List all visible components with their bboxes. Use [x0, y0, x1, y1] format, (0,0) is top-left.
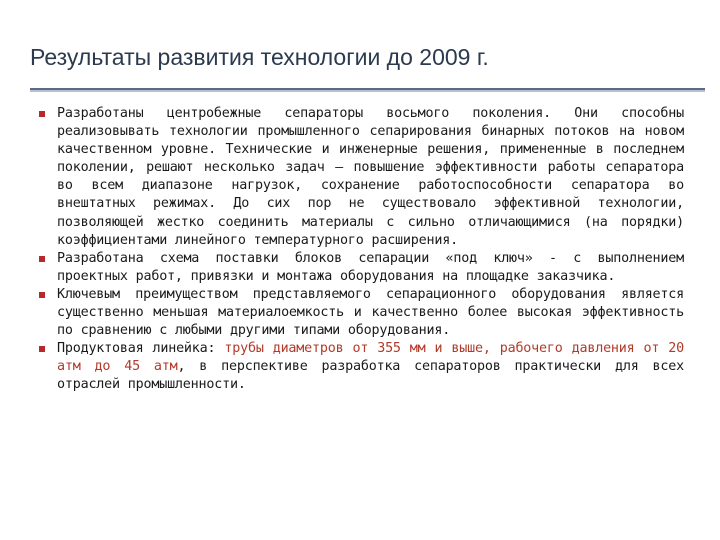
bullet-text: Ключевым преимуществом представляемого сепарационного оборудования является существенно меньшая материалоемкость и качественно более высокая эффективность по сравнению с любыми другими типами оборудования.: [57, 286, 684, 339]
bullet-square-icon: [39, 256, 45, 262]
slide-title: Результаты развития технологии до 2009 г.: [30, 44, 489, 70]
bullet-item-advantage: [38, 286, 684, 340]
bullet-item-product-line: [38, 340, 684, 394]
bullet-list: [38, 105, 684, 395]
bullet-text: Разработаны центробежные сепараторы восьмого поколения. Они способны реализовывать технологии промышленного сепарирования бинарных потоков на новом качественном уровне. Технические и инженерные решения, примененные в последнем поколении, решают несколько задач – повышение эффективности работы сепаратора во всем диапазоне нагрузок, сохранение работоспособности сепаратора во внештатных режимах. До сих пор не существовало эффективной технологии, позволяющей жестко соединить материалы с сильно отличающимися (на порядки) коэффициентами линейного температурного расширения.: [57, 106, 684, 248]
bullet-item-separators: [38, 105, 684, 250]
bullet-highlight-text: трубы диаметров от 355 мм и выше, рабочего давления от 20 атм до 45 атм: [57, 341, 684, 375]
bullet-item-turnkey: [38, 250, 684, 286]
bullet-square-icon: [39, 111, 45, 117]
bullet-lead-text: Продуктовая линейка:: [57, 341, 225, 357]
bullet-square-icon: [39, 346, 45, 352]
bullet-text: Разработана схема поставки блоков сепарации «под ключ» - с выполнением проектных работ, привязки и монтажа оборудования на площадке заказчика.: [57, 250, 684, 284]
bullet-square-icon: [39, 292, 45, 298]
title-divider: [30, 88, 705, 92]
bullet-tail-text: , в перспективе разработка сепараторов практически для всех отраслей промышленности.: [57, 359, 684, 393]
